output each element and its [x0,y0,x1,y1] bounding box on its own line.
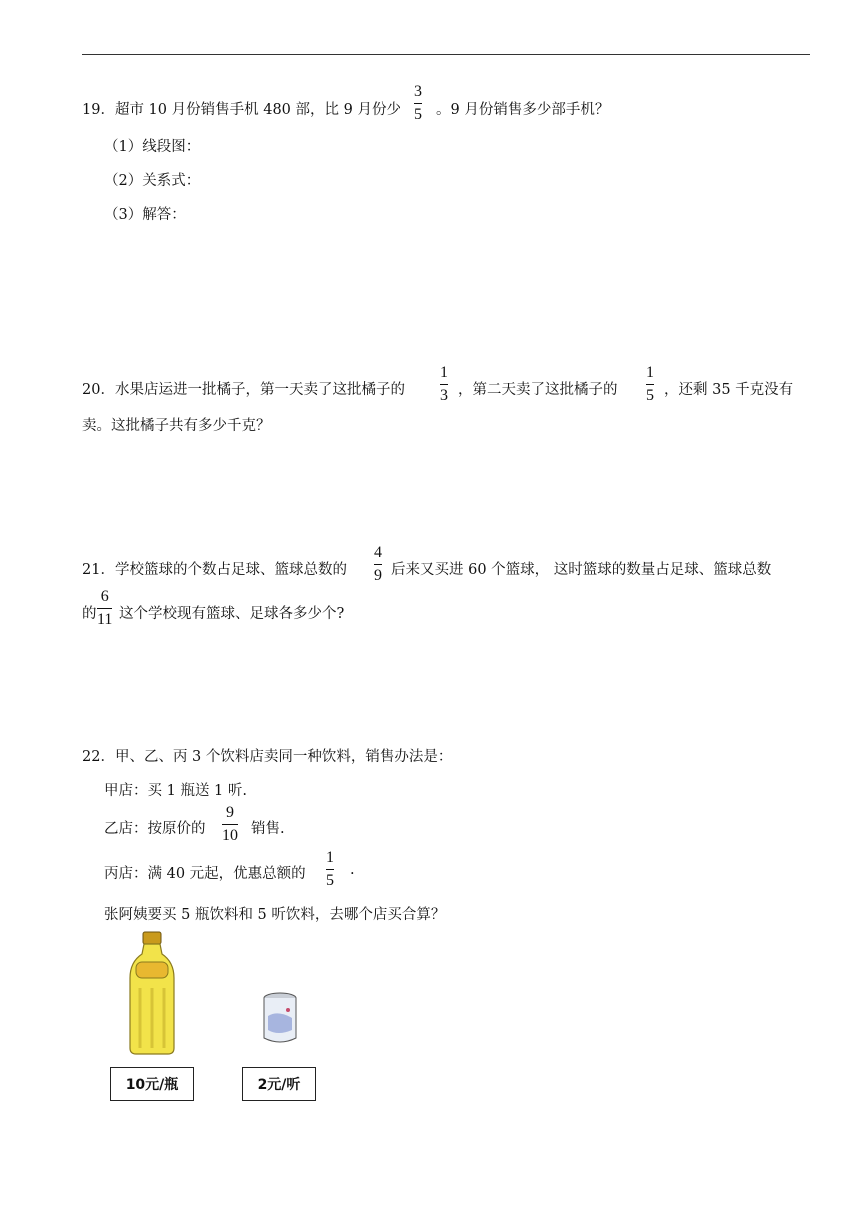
fraction-bar [646,384,654,385]
q21-line1a [82,558,347,579]
q22-shop-b-fraction-numerator: 9 [226,804,234,821]
fraction-bar [440,384,448,385]
q22-shop-b-a: 乙店：按原价的 [104,821,206,837]
fraction-bar [97,608,112,609]
q22-shop-c-a: 丙店：满 40 元起，优惠总额的 [104,866,306,882]
can-image [258,990,302,1046]
fraction-bar [222,824,238,825]
q19-fraction [414,84,422,123]
q21-fraction-1 [374,545,382,584]
q20-stem-a: 水果店运进一批橘子，第一天卖了这批橘子的 [114,382,405,398]
q20-stem-c: ，还剩 35 千克没有 [664,382,794,398]
q19-number: 19． [82,102,115,118]
q20-number: 20． [82,382,115,398]
bottle-image [122,930,182,1056]
q20-fraction-1 [440,365,448,404]
q22-number: 22． [82,749,115,765]
q19-sub2: （2）关系式： [104,173,201,189]
fraction-bar [414,103,422,104]
q22-stem: 甲、乙、丙 3 个饮料店卖同一种饮料，销售办法是： [114,749,453,765]
fraction-bar [326,869,334,870]
q21-fraction-2-numerator: 6 [100,588,109,605]
q20-fraction-1-numerator: 1 [440,364,448,381]
q22-shop-c-fraction-numerator: 1 [326,849,334,866]
q21-fraction-1-denominator: 9 [374,567,382,584]
q21-stem-d: 这个学校现有篮球、足球各多少个? [119,606,345,622]
q20-stem-d: 卖。这批橘子共有多少千克？ [82,418,271,434]
q20-stem-b: ，第二天卖了这批橘子的 [458,382,618,398]
q21-stem-b: 后来又买进 60 个篮球， 这时篮球的数量占足球、篮球总数 [391,562,772,578]
q19-stem-b: 。9 月份销售多少部手机？ [436,102,610,118]
q20-fraction-2-numerator: 1 [646,364,654,381]
bottle-label [136,962,168,978]
can-dot [286,1008,290,1012]
header-rule [82,54,810,55]
q19-fraction-denominator: 5 [414,106,422,123]
q22-shop-c-fraction-denominator: 5 [326,872,334,889]
q22-shop-c-fraction [326,850,334,889]
q22-shop-a: 甲店：买 1 瓶送 1 听. [104,783,247,799]
q20-fraction-2-denominator: 5 [646,387,654,404]
q19-text [82,98,401,119]
q20-line1a [82,378,405,399]
q20-fraction-1-denominator: 3 [440,387,448,404]
fraction-bar [374,564,382,565]
q22-shop-c-b: . [350,862,355,878]
q21-fraction-1-numerator: 4 [374,544,382,561]
q19-sub1: （1）线段图： [104,139,201,155]
bottle-price-tag: 10元/瓶 [110,1067,194,1101]
q19-fraction-numerator: 3 [414,83,422,100]
can-label [268,1013,292,1033]
q21-fraction-2-denominator: 11 [97,611,113,628]
q21-fraction-2 [97,589,112,628]
q22-shop-b-fraction [222,805,238,844]
q21-stem-a: 学校篮球的个数占足球、篮球总数的 [114,562,347,578]
q20-fraction-2 [646,365,654,404]
q22-line1 [82,745,452,766]
q22-question: 张阿姨要买 5 瓶饮料和 5 听饮料，去哪个店买合算？ [104,907,446,923]
bottle-cap [143,932,161,944]
q22-shop-b-b: 销售. [251,821,285,837]
q21-number: 21． [82,562,115,578]
q19-stem-a: 超市 10 月份销售手机 480 部，比 9 月份少 [114,102,401,118]
q19-sub3: （3）解答： [104,207,186,223]
can-price-tag: 2元/听 [242,1067,316,1101]
q21-stem-c: 的 [82,606,97,622]
q22-shop-b-fraction-denominator: 10 [222,827,238,844]
